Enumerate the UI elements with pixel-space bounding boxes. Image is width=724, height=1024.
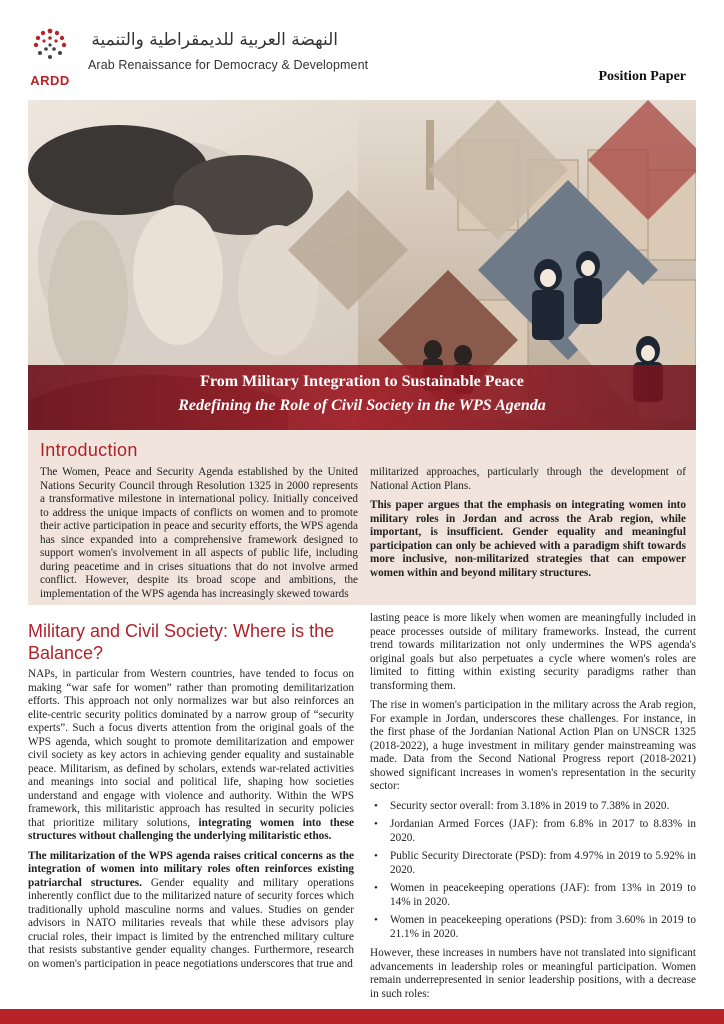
ardd-logo [25,27,75,91]
bullet-icon: • [374,914,378,926]
list-item [370,850,696,877]
stat-text: Women in peacekeeping operations (JAF): from 13% in 2019 to 14% in 2020. [390,882,696,908]
bullet-icon: • [374,799,378,812]
footer-bar [0,1009,724,1024]
hero-title-banner [28,365,696,430]
list-item [370,800,696,814]
jordan-data-paragraph: The rise in women's participation in the military across the Arab region, For example in Jordan, underscores these challenges. For instance, in the first phase of the Jordanian National Action Plan on UNSCR 1325 (2018-2022), a huge investment in military gender mainstreaming was made. Data from the Second National Progress report (2018-2021) showed significant increases in women's representation in the security sector: [370,699,696,792]
introduction-continuation: militarized approaches, particularly through the development of National Action Plans. [370,466,686,492]
introduction-column-left [40,466,358,610]
militarization-paragraph [28,850,354,982]
introduction-box [28,430,696,605]
militarization-emphasis: The militarization of the WPS agenda raises critical concerns as the integration of women into military roles often reinforces existing patriarchal structures. [28,849,354,889]
paper-subtitle: Redefining the Role of Civil Society in the WPS Agenda [178,397,546,414]
org-name-arabic: النهضة العربية للديمقراطية والتنمية [91,30,338,50]
section-heading: Military and Civil Society: Where is the Balance? [28,621,335,663]
logo-text: ARDD [30,73,70,88]
paper-title: From Military Integration to Sustainable Peace [200,373,524,390]
logo-burst-icon [32,27,68,63]
militarism-text: NAPs, in particular from Western countries, have tended to focus on making “war safe for women” rather than promoting demilitarization efforts. This approach not only normalizes war but also reinforces an elite-centric security politics dominated by a narrow group of “security experts”. Such a focus diverts attention from the original goals of the WPS agenda, which sought to promote demilitarization and empower civil society as key actors in achieving gender equality and sustainable peace. Militarism, as defined by scholars, extends war-related activities and meanings into social and political life, shaping how societies understand and engage with violence and authority. Within the WPS framework, this militaristic approach has resulted in security policies that prioritize military solutions, [28,668,354,829]
representation-stats-list [370,800,696,942]
list-item [370,818,696,845]
section-column-left [28,668,354,988]
stat-text: Security sector overall: from 3.18% in 2019 to 7.38% in 2020. [390,799,670,812]
bullet-icon: • [374,850,378,862]
thesis-statement: This paper argues that the emphasis on integrating women into military roles in Jordan and across the Arab region, while important, is insufficient. Gender equality and meaningful participation can only be achieved with a paradigm shift towards more inclusive, non-militarized strategies that can empower women within and beyond military structures. [370,499,686,579]
introduction-paragraph: The Women, Peace and Security Agenda established by the United Nations Security Council through Resolution 1325 in 2000 represents a transformative milestone in international policy. Initially conceived to address the unique impacts of conflicts on women and to promote their active participation in peace and security efforts, the WPS agenda has since expanded into a comprehensive framework designed to support women's involvement in all aspects of public life, including during peacetime and in crises situations that do not involve armed conflict. However, despite its broad scope and ambitions, the implementation of the WPS agenda has increasingly skewed towards [40,466,358,600]
militarism-paragraph [28,668,354,844]
militarization-continuation: lasting peace is more likely when women are meaningfully included in peace processes outside of military frameworks. Instead, the current trend towards militarization not only undermines the WPS agenda's original goals but also perpetuates a cycle where women's roles are limited to fitting within existing security paradigms rather than transforming them. [370,612,696,692]
hero-collage-image [28,100,696,430]
stat-text: Public Security Directorate (PSD): from 4.97% in 2019 to 5.92% in 2020. [390,850,696,876]
leadership-paragraph: However, these increases in numbers have not translated into significant advancements in leadership roles or meaningful participation. Women remain underrepresented in senior leadership positions, with a decrease in such roles: [370,947,696,1000]
militarism-emphasis: integrating women into these structures without challenging the underlying militaristic ethos. [28,816,355,842]
section-column-right [370,612,696,1007]
stat-text: Jordanian Armed Forces (JAF): from 6.8% in 2017 to 8.83% in 2020. [390,818,696,844]
introduction-column-right [370,466,686,586]
introduction-heading: Introduction [40,440,138,460]
page-header [0,0,724,100]
document-type-label: Position Paper [598,69,686,84]
org-name-english: Arab Renaissance for Democracy & Development [88,58,369,72]
bullet-icon: • [374,818,378,830]
bullet-icon: • [374,882,378,894]
list-item [370,914,696,941]
stat-text: Women in peacekeeping operations (PSD): from 3.60% in 2019 to 21.1% in 2020. [390,914,696,940]
militarization-text: Gender equality and military operations inherently conflict due to the militarized nature of security forces which traditionally uphold masculine norms and values. Studies on gender advisors in NATO militaries reveals that while these advisors play crucial roles, their impact is limited by the entrenched military culture that resists substantive gender equality changes. Furthermore, research on women's participation in peace negotiations underscores that true and [28,876,354,970]
list-item [370,882,696,909]
